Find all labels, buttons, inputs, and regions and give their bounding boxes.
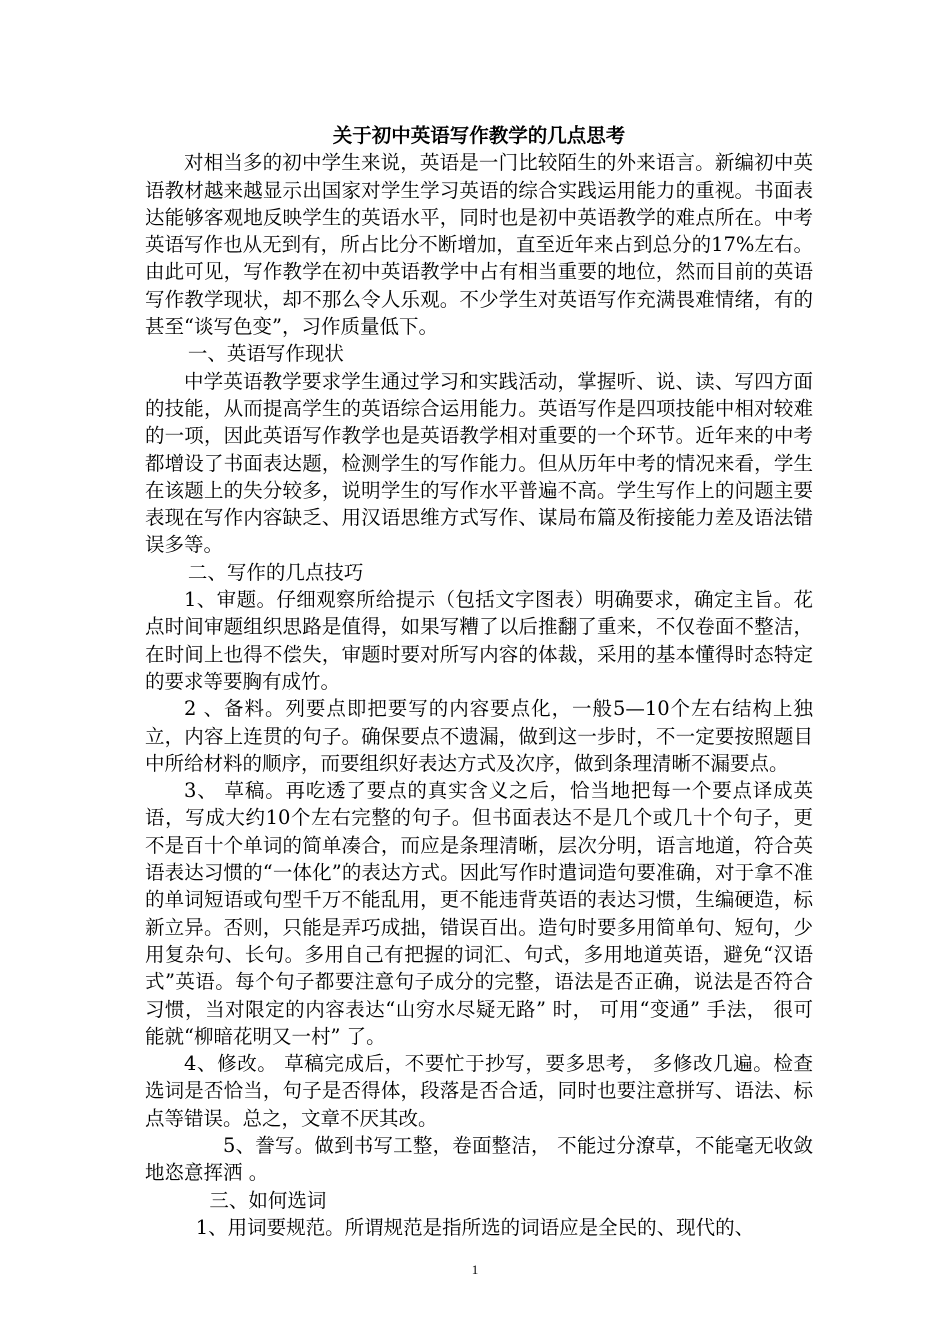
section-1-paragraph: 中学英语教学要求学生通过学习和实践活动，掌握听、说、读、写四方面的技能，从而提高学生的英语综合运用能力。英语写作是四项技能中相对较难的一项，因此英语写作教学也是英语教学相对重要的一个环节。近年来的中考都增设了书面表达题，检测学生的写作能力。但从历年中考的情况来看，学生在该题上的失分较多，说明学生的写作水平普遍不高。学生写作上的问题主要表现在写作内容缺乏、用汉语思维方式写作、谋局布篇及衔接能力差及语法错误多等。 xyxy=(145,369,813,557)
intro-paragraph: 对相当多的初中学生来说，英语是一门比较陌生的外来语言。新编初中英语教材越来越显示出国家对学生学习英语的综合实践运用能力的重视。书面表达能够客观地反映学生的英语水平，同时也是初中英语教学的难点所在。中考英语写作也从无到有，所占比分不断增加，直至近年来占到总分的17%左右。由此可见，写作教学在初中英语教学中占有相当重要的地位，然而目前的英语写作教学现状，却不那么令人乐观。不少学生对英语写作充满畏难情绪，有的甚至“谈写色变”，习作质量低下。 xyxy=(145,151,813,339)
item-1-paragraph: 1、用词要规范。所谓规范是指所选的词语应是全民的、现代的、 xyxy=(195,1215,755,1239)
tip-5-paragraph: 5、誊写。做到书写工整，卷面整洁， 不能过分潦草，不能毫无收敛地恣意挥洒 。 xyxy=(145,1133,813,1185)
section-heading-2: 二、写作的几点技巧 xyxy=(187,560,364,584)
document-body xyxy=(145,122,813,1241)
tip-1-paragraph: 1、审题。仔细观察所给提示（包括文字图表）明确要求，确定主旨。花点时间审题组织思路是值得，如果写糟了以后推翻了重来，不仅卷面不整洁，在时间上也得不偿失，审题时要对所写内容的体裁，采用的基本懂得时态特定的要求等要胸有成竹。 xyxy=(145,588,813,693)
section-heading-3: 三、如何选词 xyxy=(209,1188,327,1212)
section-heading-1: 一、英语写作现状 xyxy=(187,342,344,366)
tip-4-paragraph: 4、修改。 草稿完成后，不要忙于抄写，要多思考， 多修改几遍。检查选词是否恰当，句子是否得体，段落是否合适，同时也要注意拼写、语法、标点等错误。总之，文章不厌其改。 xyxy=(145,1052,813,1130)
page-number: 1 xyxy=(471,1262,479,1277)
tip-2-paragraph: 2 、备料。列要点即把要写的内容要点化，一般5—10个左右结构上独立，内容上连贯的句子。确保要点不遗漏，做到这一步时，不一定要按照题目中所给材料的顺序，而要组织好表达方式及次序，做到条理清晰不漏要点。 xyxy=(145,697,813,775)
tip-3-paragraph: 3、 草稿。再吃透了要点的真实含义之后，恰当地把每一个要点译成英语，写成大约10个左右完整的句子。但书面表达不是几个或几十个句子，更不是百十个单词的简单凑合，而应是条理清晰，层次分明，语言地道，符合英语表达习惯的“一体化”的表达方式。因此写作时遣词造句要准确，对于拿不准的单词短语或句型千万不能乱用，更不能违背英语的表达习惯，生编硬造，标新立异。否则，只能是弄巧成拙，错误百出。造句时要多用简单句、短句，少用复杂句、长句。多用自己有把握的词汇、句式，多用地道英语，避免“汉语式”英语。每个句子都要注意句子成分的完整，语法是否正确，说法是否符合习惯，当对限定的内容表达“山穷水尽疑无路” 时， 可用“变通” 手法， 很可能就“柳暗花明又一村” 了。 xyxy=(145,779,813,1048)
document-title: 关于初中英语写作教学的几点思考 xyxy=(332,124,626,147)
